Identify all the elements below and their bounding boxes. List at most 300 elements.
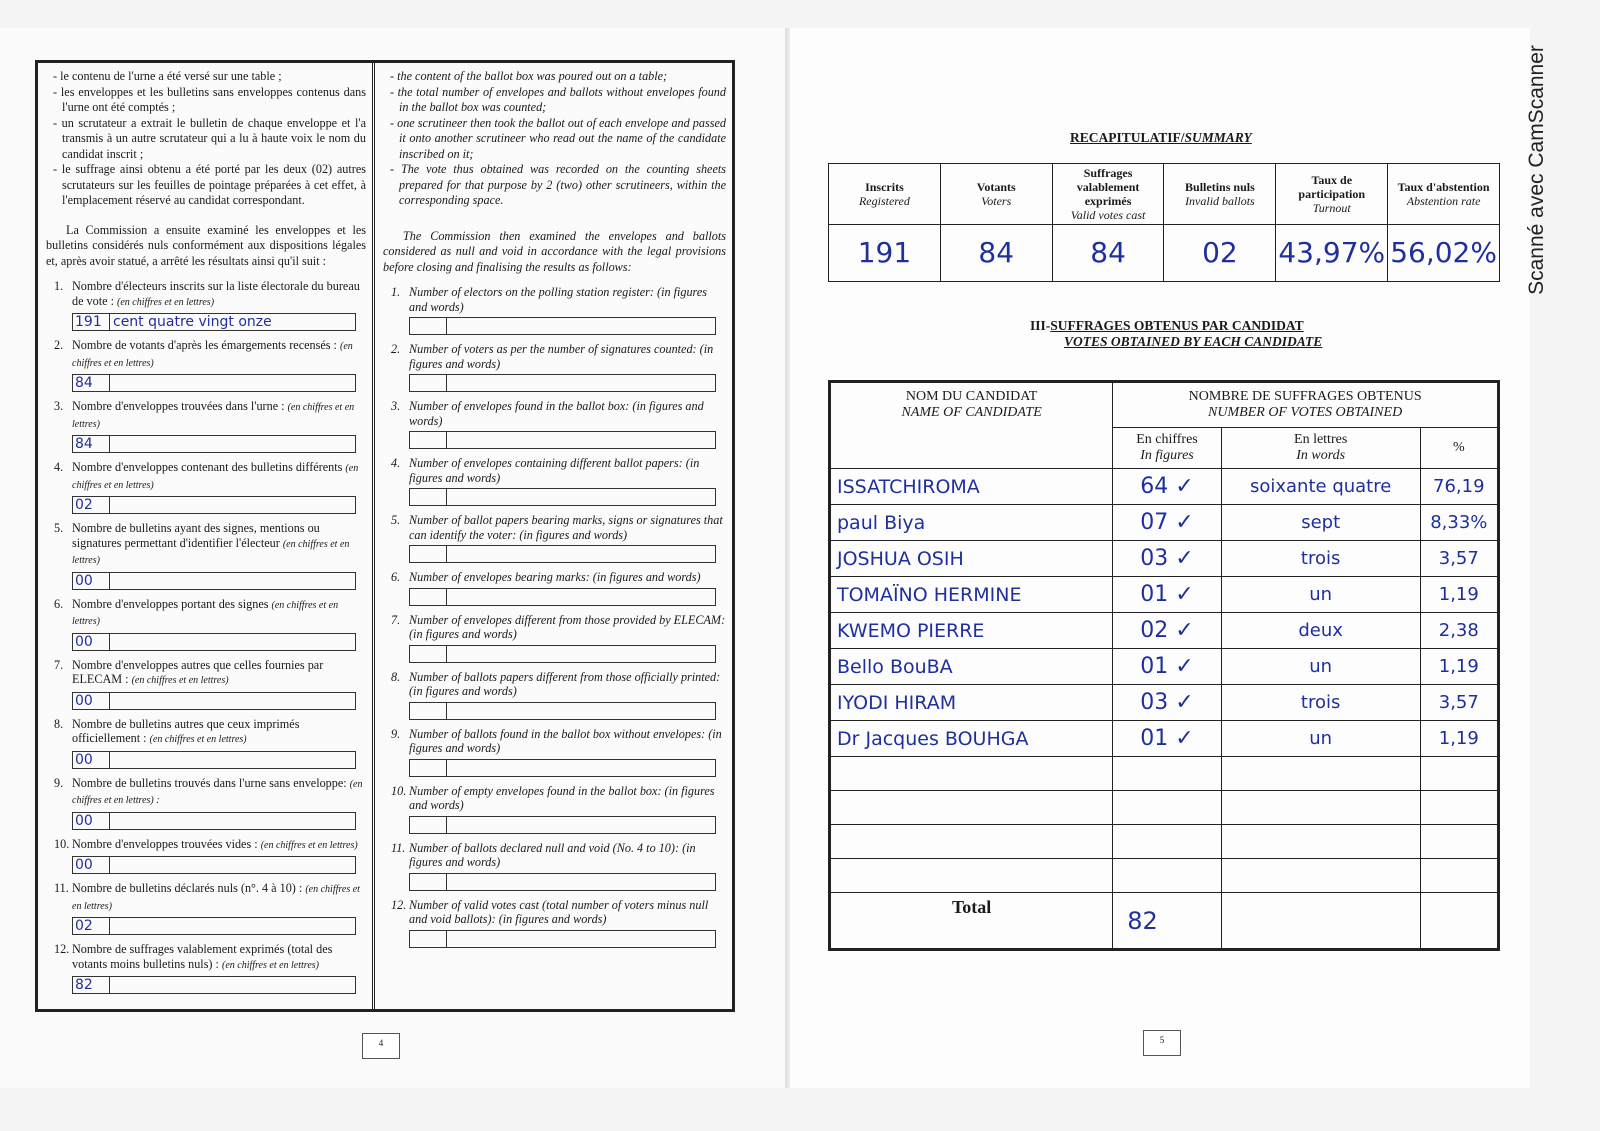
commission-paragraph-fr: La Commission a ensuite examiné les enveloppes et les bulletins considérés nuls conformément aux dispositions légales et, après avoir statué, a arrêté les résultats ainsi qu'il suit : [46, 222, 366, 268]
answer-figure[interactable]: 84 [73, 436, 110, 452]
item-question [46, 521, 366, 569]
item-hint: (en chiffres et en lettres) [72, 463, 359, 491]
answer-figure[interactable]: 00 [73, 693, 110, 709]
form-item [46, 521, 366, 597]
answer-words[interactable] [447, 646, 715, 662]
candidate-name: Bello BouBA [830, 649, 1113, 685]
header-en: Turnout [1312, 201, 1351, 215]
candidate-row [830, 613, 1499, 649]
votes-words: soixante quatre [1221, 469, 1420, 505]
votes-percent: 1,19 [1420, 577, 1498, 613]
answer-words[interactable] [447, 432, 715, 448]
form-item [383, 342, 726, 399]
answer-field[interactable] [409, 702, 716, 720]
item-label: Number of empty envelopes found in the ballot box: (in figures and words) [409, 783, 715, 812]
votes-figure: 03 ✓ [1113, 541, 1221, 577]
form-item [383, 784, 726, 841]
votes-words: deux [1221, 613, 1420, 649]
item-label: Number of ballots declared null and void (No. 4 to 10): (in figures and words) [409, 840, 696, 869]
form-item [383, 399, 726, 456]
item-label: Number of ballots found in the ballot box without envelopes: (in figures and words) [409, 726, 722, 755]
summary-value: 191 [829, 225, 941, 282]
answer-figure[interactable] [410, 931, 447, 947]
procedure-step: - The vote thus obtained was recorded on the counting sheets prepared for that purpose by 2 (two) other scrutineers, within the corresponding space. [390, 162, 726, 207]
item-question [46, 597, 366, 630]
item-label: Nombre d'enveloppes autres que celles fournies par ELECAM : [72, 657, 324, 686]
item-number: 6. [391, 570, 401, 584]
item-question [383, 727, 726, 756]
summary-header [1388, 164, 1500, 225]
candidate-name: Dr Jacques BOUHGA [830, 721, 1113, 757]
header-words [1221, 428, 1420, 469]
summary-header [940, 164, 1052, 225]
item-number: 5. [391, 513, 401, 527]
summary-table [828, 163, 1500, 282]
answer-words[interactable] [447, 489, 715, 505]
answer-words[interactable] [110, 573, 355, 589]
form-item [46, 658, 366, 717]
item-question [383, 898, 726, 927]
answer-field[interactable] [72, 856, 356, 874]
item-label: Nombre de votants d'après les émargements recensés : [72, 338, 337, 352]
answer-field[interactable] [72, 572, 356, 590]
answer-figure[interactable]: 02 [73, 918, 110, 934]
item-number: 10. [54, 836, 70, 851]
answer-figure[interactable]: 00 [73, 813, 110, 829]
answer-field[interactable] [409, 488, 716, 506]
procedure-step: - one scrutineer then took the ballot out of each envelope and passed it onto another scrutineer who read out the name of the candidate inscribed on it; [390, 115, 726, 161]
item-number: 11. [54, 881, 69, 895]
answer-figure[interactable]: 00 [73, 573, 110, 589]
answer-field[interactable] [409, 431, 716, 449]
item-number: 4. [391, 456, 401, 470]
item-number: 7. [54, 657, 64, 672]
section-number: III- [1030, 318, 1051, 333]
item-label: Nombre d'enveloppes contenant des bulletins différents [72, 460, 343, 474]
header-fr: Taux de participation [1298, 173, 1366, 201]
answer-words[interactable] [110, 693, 355, 709]
item-question [383, 570, 726, 585]
item-question [383, 670, 726, 699]
item-question [383, 456, 726, 485]
form-item [383, 727, 726, 784]
answer-figure[interactable] [410, 703, 447, 719]
answer-field[interactable] [72, 435, 356, 453]
item-number: 8. [391, 669, 401, 684]
answer-field[interactable] [409, 873, 716, 891]
answer-words[interactable] [447, 874, 715, 890]
summary-value: 84 [1052, 225, 1164, 282]
header-en: NUMBER OF VOTES OBTAINED [1208, 405, 1403, 420]
item-label: Nombre de bulletins autres que ceux imprimés officiellement : [72, 716, 300, 745]
header-en: NAME OF CANDIDATE [901, 405, 1042, 420]
total-label: Total [830, 893, 1113, 950]
answer-figure[interactable] [410, 489, 447, 505]
item-text [72, 460, 366, 493]
item-hint: (en chiffres et en lettres) [72, 341, 353, 369]
item-question [46, 338, 366, 371]
item-number: 4. [54, 460, 64, 474]
item-text [72, 881, 366, 914]
answer-words[interactable]: cent quatre vingt onze [113, 314, 272, 330]
english-column [375, 63, 732, 1009]
item-hint: (en chiffres et en lettres) [72, 538, 350, 566]
section-title-fr: SUFFRAGES OBTENUS PAR CANDIDAT [1050, 318, 1304, 333]
answer-figure[interactable] [410, 432, 447, 448]
procedure-step: - le suffrage ainsi obtenu a été porté par les deux (02) autres scrutateurs sur les feuilles de pointage préparées à cet effet, à l'emplacement réservé au candidat correspondant. [53, 162, 366, 207]
form-item [46, 776, 366, 837]
item-hint: (en chiffres et en lettres) [72, 402, 355, 430]
item-text [72, 717, 366, 748]
form-items-en [383, 285, 726, 955]
answer-field[interactable] [72, 812, 356, 830]
item-question [46, 658, 366, 689]
answer-field[interactable] [409, 759, 716, 777]
item-label: Number of envelopes bearing marks: (in figures and words) [409, 570, 701, 584]
answer-field[interactable] [72, 692, 356, 710]
form-item [383, 841, 726, 898]
answer-field[interactable] [72, 976, 356, 994]
votes-percent: 8,33% [1420, 505, 1498, 541]
answer-figure[interactable]: 84 [73, 375, 110, 391]
item-number: 12. [391, 897, 407, 912]
answer-words[interactable] [447, 318, 715, 334]
candidate-row [830, 577, 1499, 613]
summary-header [829, 164, 941, 225]
answer-figure[interactable] [410, 817, 447, 833]
item-number: 1. [54, 279, 64, 293]
candidate-name: TOMAÏNO HERMINE [830, 577, 1113, 613]
item-text [72, 837, 366, 854]
item-question [46, 881, 366, 914]
header-fr: Inscrits [865, 180, 904, 194]
item-label: Number of electors on the polling station register: (in figures and words) [409, 285, 708, 314]
answer-words[interactable] [110, 813, 355, 829]
item-question [383, 342, 726, 371]
answer-figure[interactable] [410, 646, 447, 662]
answer-figure[interactable]: 00 [73, 857, 110, 873]
header-fr: En chiffres [1136, 432, 1198, 447]
answer-figure[interactable]: 82 [73, 977, 110, 993]
form-items-fr [46, 279, 366, 1001]
form-item [46, 279, 366, 338]
form-item [383, 456, 726, 513]
watermark-text: Scanné avec CamScanner [1525, 45, 1548, 295]
item-question [383, 841, 726, 870]
form-item [46, 597, 366, 658]
item-number: 11. [391, 840, 406, 855]
item-label: Nombre de bulletins trouvés dans l'urne sans enveloppe: [72, 775, 347, 790]
votes-words: trois [1221, 541, 1420, 577]
header-en: Valid votes cast [1070, 208, 1146, 222]
item-number: 7. [391, 612, 401, 627]
item-question [383, 613, 726, 642]
french-column [38, 63, 375, 1009]
votes-figure: 01 ✓ [1113, 649, 1221, 685]
procedure-step: - les enveloppes et les bulletins sans enveloppes contenus dans l'urne ont été comptés ; [53, 84, 366, 114]
candidate-name: JOSHUA OSIH [830, 541, 1113, 577]
page-number-left: 4 [362, 1033, 400, 1059]
procedure-step: - the total number of envelopes and ballots without envelopes found in the ballot box was counted; [390, 84, 726, 114]
camscanner-watermark [1522, 30, 1552, 310]
item-number: 5. [54, 521, 64, 535]
item-number: 1. [391, 285, 401, 299]
summary-title-fr: RECAPITULATIF/ [1070, 130, 1185, 145]
answer-figure[interactable] [410, 874, 447, 890]
candidate-row [830, 721, 1499, 757]
item-number: 2. [54, 338, 64, 352]
header-fr: Bulletins nuls [1185, 180, 1255, 194]
answer-field[interactable] [409, 816, 716, 834]
votes-figure: 07 ✓ [1113, 505, 1221, 541]
item-question [46, 717, 366, 748]
answer-figure[interactable] [410, 546, 447, 562]
item-label: Nombre de bulletins ayant des signes, mentions ou signatures permettant d'identifier l'électeur [72, 521, 320, 550]
answer-words[interactable] [110, 375, 355, 391]
item-hint: (en chiffres et en lettres) : [72, 778, 363, 806]
item-label: Nombre d'électeurs inscrits sur la liste électorale du bureau de vote : [72, 279, 360, 308]
item-hint: (en chiffres et en lettres) [131, 675, 229, 686]
summary-header [1276, 164, 1388, 225]
header-fr: En lettres [1294, 432, 1348, 447]
item-hint: (en chiffres et en lettres) [117, 296, 215, 308]
votes-words: un [1221, 577, 1420, 613]
answer-figure[interactable] [410, 318, 447, 334]
summary-header [1052, 164, 1164, 225]
answer-words[interactable] [110, 436, 355, 452]
summary-header [1164, 164, 1276, 225]
answer-words[interactable] [110, 977, 355, 993]
item-label: Nombre de bulletins déclarés nuls (n°. 4 à 10) : [72, 881, 303, 895]
form-item [46, 942, 366, 1001]
votes-figure: 02 ✓ [1113, 613, 1221, 649]
form-item [46, 881, 366, 942]
answer-figure[interactable]: 02 [73, 497, 110, 513]
summary-value: 02 [1164, 225, 1276, 282]
procedure-step: - un scrutateur a extrait le bulletin de chaque enveloppe et l'a transmis à un autre scrutateur qui a lu à haute voix le nom du candidat inscrit ; [53, 115, 366, 161]
item-question [383, 784, 726, 813]
votes-words: un [1221, 721, 1420, 757]
item-number: 9. [54, 775, 64, 790]
item-number: 3. [54, 399, 64, 413]
form-item [383, 670, 726, 727]
header-candidate-name [830, 382, 1113, 469]
answer-field[interactable] [72, 496, 356, 514]
votes-figure: 03 ✓ [1113, 685, 1221, 721]
item-label: Number of ballots papers different from those officially printed: (in figures and words) [409, 669, 721, 698]
candidate-name: paul Biya [830, 505, 1113, 541]
answer-words[interactable] [447, 817, 715, 833]
item-label: Number of envelopes found in the ballot box: (in figures and words) [409, 399, 704, 428]
item-text [72, 338, 366, 371]
form-item [46, 338, 366, 399]
item-label: Number of voters as per the number of signatures counted: (in figures and words) [409, 342, 714, 371]
answer-figure[interactable] [410, 760, 447, 776]
procedure-step: - le contenu de l'urne a été versé sur une table ; [53, 69, 282, 83]
header-fr: NOM DU CANDIDAT [905, 389, 1038, 404]
answer-field[interactable] [72, 374, 356, 392]
votes-figure: 01 ✓ [1113, 721, 1221, 757]
answer-words[interactable] [110, 918, 355, 934]
answer-field[interactable] [409, 930, 716, 948]
candidate-row [830, 541, 1499, 577]
answer-field[interactable] [72, 313, 356, 331]
item-label: Number of ballot papers bearing marks, signs or signatures that can identify the voter: (in figures and words) [409, 513, 723, 542]
total-row [830, 893, 1499, 950]
summary-title [1070, 130, 1252, 146]
summary-title-en: SUMMARY [1184, 130, 1252, 145]
item-number: 10. [391, 783, 407, 798]
header-percent: % [1420, 428, 1498, 469]
form-item [46, 399, 366, 460]
answer-field[interactable] [409, 545, 716, 563]
header-en: Invalid ballots [1185, 194, 1255, 208]
item-number: 3. [391, 399, 401, 413]
header-en: Registered [858, 194, 910, 208]
counting-form [35, 60, 735, 1012]
item-text [72, 399, 366, 432]
answer-figure[interactable]: 00 [73, 752, 110, 768]
header-fr: Suffrages valablement exprimés [1076, 166, 1140, 208]
item-question [383, 513, 726, 542]
item-label: Nombre d'enveloppes portant des signes [72, 596, 269, 611]
answer-field[interactable] [409, 588, 716, 606]
votes-words: trois [1221, 685, 1420, 721]
item-label: Nombre de suffrages valablement exprimés (total des votants moins bulletins nuls) : [72, 942, 333, 971]
answer-field[interactable] [409, 645, 716, 663]
answer-words[interactable] [447, 546, 715, 562]
candidate-row [830, 649, 1499, 685]
form-item [383, 285, 726, 342]
votes-percent: 1,19 [1420, 649, 1498, 685]
item-number: 6. [54, 596, 64, 611]
header-en: In words [1296, 448, 1346, 463]
answer-field[interactable] [409, 374, 716, 392]
answer-figure[interactable] [410, 375, 447, 391]
summary-value: 84 [940, 225, 1052, 282]
form-item [46, 717, 366, 776]
header-fr: Votants [976, 180, 1016, 194]
header-en: Abstention rate [1406, 194, 1481, 208]
votes-figure: 64 ✓ [1113, 469, 1221, 505]
answer-figure[interactable] [410, 589, 447, 605]
form-item [383, 613, 726, 670]
candidate-row [830, 505, 1499, 541]
item-question [383, 399, 726, 428]
answer-field[interactable] [72, 751, 356, 769]
answer-field[interactable] [72, 633, 356, 651]
answer-words[interactable] [447, 703, 715, 719]
answer-figure[interactable]: 191 [73, 314, 110, 330]
total-value: 82 [1113, 893, 1221, 950]
item-label: Nombre d'enveloppes trouvées dans l'urne : [72, 399, 285, 413]
answer-words[interactable] [110, 497, 355, 513]
item-hint: (en chiffres et en lettres) [221, 959, 319, 971]
commission-paragraph-en: The Commission then examined the envelopes and ballots considered as null and void in accordance with the legal provisions before closing and finalising the results as follows: [383, 228, 726, 274]
candidate-row [830, 469, 1499, 505]
item-number: 9. [391, 726, 401, 741]
item-question [46, 279, 366, 310]
item-hint: (en chiffres et en lettres) [72, 884, 360, 912]
answer-figure[interactable]: 00 [73, 634, 110, 650]
header-en: Voters [981, 194, 1012, 208]
answer-words[interactable] [110, 857, 355, 873]
item-text [72, 521, 366, 569]
item-question [46, 837, 366, 854]
votes-words: sept [1221, 505, 1420, 541]
votes-percent: 76,19 [1420, 469, 1498, 505]
answer-words[interactable] [447, 931, 715, 947]
form-item [46, 837, 366, 882]
item-question [46, 942, 366, 973]
votes-percent: 3,57 [1420, 685, 1498, 721]
item-text [72, 658, 366, 689]
header-fr: Taux d'abstention [1397, 180, 1490, 194]
item-hint: (en chiffres et en lettres) [149, 734, 247, 745]
item-text [72, 942, 366, 973]
votes-figure: 01 ✓ [1113, 577, 1221, 613]
item-number: 8. [54, 716, 64, 731]
form-item [383, 898, 726, 955]
header-votes [1113, 382, 1499, 428]
candidate-name: ISSATCHIROMA [830, 469, 1113, 505]
item-text [72, 776, 366, 809]
item-label: Number of envelopes containing different ballot papers: (in figures and words) [409, 456, 700, 485]
item-label: Number of valid votes cast (total number of voters minus null and void ballots): (in figures and words) [409, 897, 709, 926]
item-hint: (en chiffres et en lettres) [260, 839, 358, 851]
item-number: 12. [54, 942, 70, 956]
answer-words[interactable] [447, 760, 715, 776]
item-text [72, 279, 366, 310]
votes-percent: 1,19 [1420, 721, 1498, 757]
item-question [383, 285, 726, 314]
answer-field[interactable] [72, 917, 356, 935]
form-item [383, 570, 726, 613]
form-item [46, 460, 366, 521]
candidate-name: IYODI HIRAM [830, 685, 1113, 721]
answer-words[interactable] [110, 752, 355, 768]
item-hint: (en chiffres et en lettres) [72, 599, 339, 627]
item-label: Number of envelopes different from those provided by ELECAM: (in figures and words) [409, 612, 726, 641]
section-heading [1030, 318, 1322, 350]
votes-words: un [1221, 649, 1420, 685]
header-fr: NOMBRE DE SUFFRAGES OBTENUS [1188, 389, 1422, 404]
candidates-table [828, 380, 1500, 951]
page-number-right: 5 [1143, 1030, 1181, 1056]
answer-words[interactable] [447, 375, 715, 391]
item-question [46, 460, 366, 493]
summary-value: 56,02% [1388, 225, 1500, 282]
procedure-list-en [383, 69, 726, 209]
item-question [46, 776, 366, 809]
item-question [46, 399, 366, 432]
summary-value: 43,97% [1276, 225, 1388, 282]
votes-percent: 3,57 [1420, 541, 1498, 577]
candidate-row [830, 685, 1499, 721]
votes-percent: 2,38 [1420, 613, 1498, 649]
form-item [383, 513, 726, 570]
procedure-step: - the content of the ballot box was poured out on a table; [390, 69, 668, 83]
item-text [72, 597, 366, 630]
item-number: 2. [391, 342, 401, 356]
header-en: In figures [1140, 448, 1194, 463]
answer-words[interactable] [447, 589, 715, 605]
answer-words[interactable] [110, 634, 355, 650]
answer-field[interactable] [409, 317, 716, 335]
procedure-list-fr [46, 69, 366, 209]
item-label: Nombre d'enveloppes trouvées vides : [72, 836, 258, 851]
section-title-en: VOTES OBTAINED BY EACH CANDIDATE [1064, 334, 1323, 349]
